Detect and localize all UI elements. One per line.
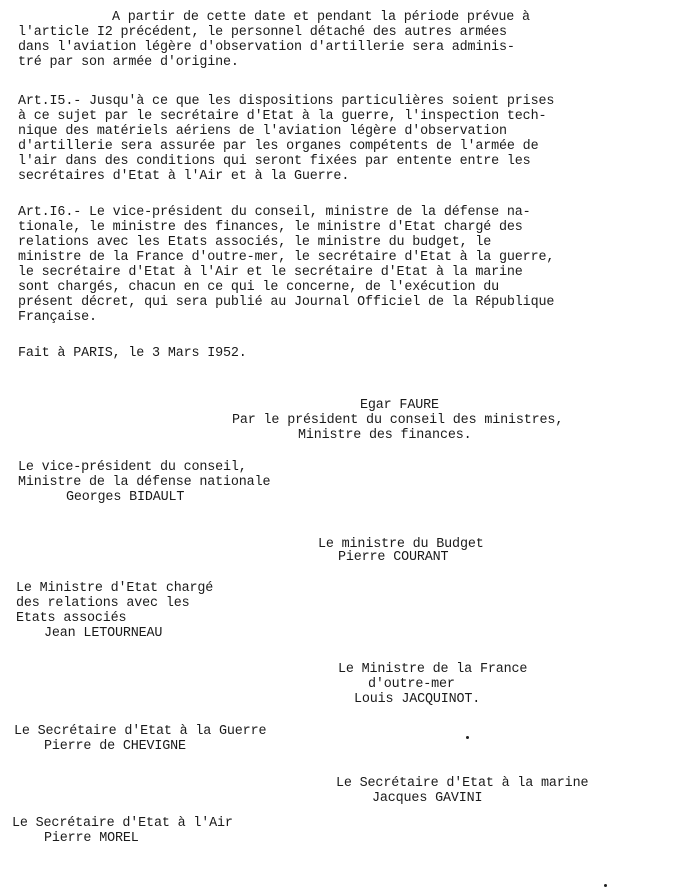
text-line: Art.I6.- Le vice-président du conseil, ministre de la défense na-	[18, 205, 531, 220]
text-line: l'article I2 précédent, le personnel détaché des autres armées	[18, 25, 507, 40]
text-line: ministre de la France d'outre-mer, le secrétaire d'Etat à la guerre,	[18, 250, 555, 265]
text-line: Française.	[18, 310, 97, 325]
signatory-title: Le Secrétaire d'Etat à la marine	[336, 776, 589, 791]
signatory-title: Par le président du conseil des ministres,	[232, 413, 564, 428]
text-line: le secrétaire d'Etat à l'Air et le secrétaire d'Etat à la marine	[18, 265, 523, 280]
text-line: relations avec les Etats associés, le ministre du budget, le	[18, 235, 492, 250]
signatory-name: Pierre de CHEVIGNE	[44, 739, 186, 754]
text-line: nique des matériels aériens de l'aviation légère d'observation	[18, 124, 507, 139]
signatory-title: Ministre de la défense nationale	[18, 475, 271, 490]
signatory-title: Le vice-président du conseil,	[18, 460, 247, 475]
signatory-title: Ministre des finances.	[298, 428, 472, 443]
signatory-name: Egar FAURE	[360, 398, 439, 413]
text-line: tionale, le ministre des finances, le ministre d'Etat chargé des	[18, 220, 523, 235]
signatory-name: Jean LETOURNEAU	[44, 626, 163, 641]
signatory-title: Le Secrétaire d'Etat à la Guerre	[14, 724, 267, 739]
signatory-title: Le Secrétaire d'Etat à l'Air	[12, 816, 233, 831]
signatory-name: Pierre COURANT	[338, 550, 449, 565]
signatory-title: Le ministre du Budget	[318, 537, 484, 552]
signatory-name: Pierre MOREL	[44, 831, 139, 846]
text-line: présent décret, qui sera publié au Journal Officiel de la République	[18, 295, 555, 310]
text-line: l'air dans des conditions qui seront fixées par entente entre les	[18, 154, 531, 169]
signatory-name: Louis JACQUINOT.	[354, 692, 481, 707]
scan-speck	[604, 884, 607, 887]
text-line: Art.I5.- Jusqu'à ce que les dispositions particulières soient prises	[18, 94, 555, 109]
signatory-title: des relations avec les	[16, 596, 190, 611]
text-line: tré par son armée d'origine.	[18, 55, 239, 70]
signatory-title: d'outre-mer	[368, 677, 455, 692]
text-line: sont chargés, chacun en ce qui le concerne, de l'exécution du	[18, 280, 500, 295]
signatory-name: Georges BIDAULT	[66, 490, 185, 505]
signatory-title: Etats associés	[16, 611, 127, 626]
text-line: dans l'aviation légère d'observation d'artillerie sera adminis-	[18, 40, 515, 55]
text-line: A partir de cette date et pendant la période prévue à	[112, 10, 530, 25]
scan-speck	[466, 736, 469, 739]
text-line: secrétaires d'Etat à l'Air et à la Guerre.	[18, 169, 350, 184]
signatory-title: Le Ministre de la France	[338, 662, 528, 677]
text-line: à ce sujet par le secrétaire d'Etat à la guerre, l'inspection tech-	[18, 109, 547, 124]
text-line: d'artillerie sera assurée par les organes compétents de l'armée de	[18, 139, 539, 154]
date-line: Fait à PARIS, le 3 Mars I952.	[18, 346, 247, 361]
signatory-title: Le Ministre d'Etat chargé	[16, 581, 214, 596]
signatory-name: Jacques GAVINI	[372, 791, 483, 806]
